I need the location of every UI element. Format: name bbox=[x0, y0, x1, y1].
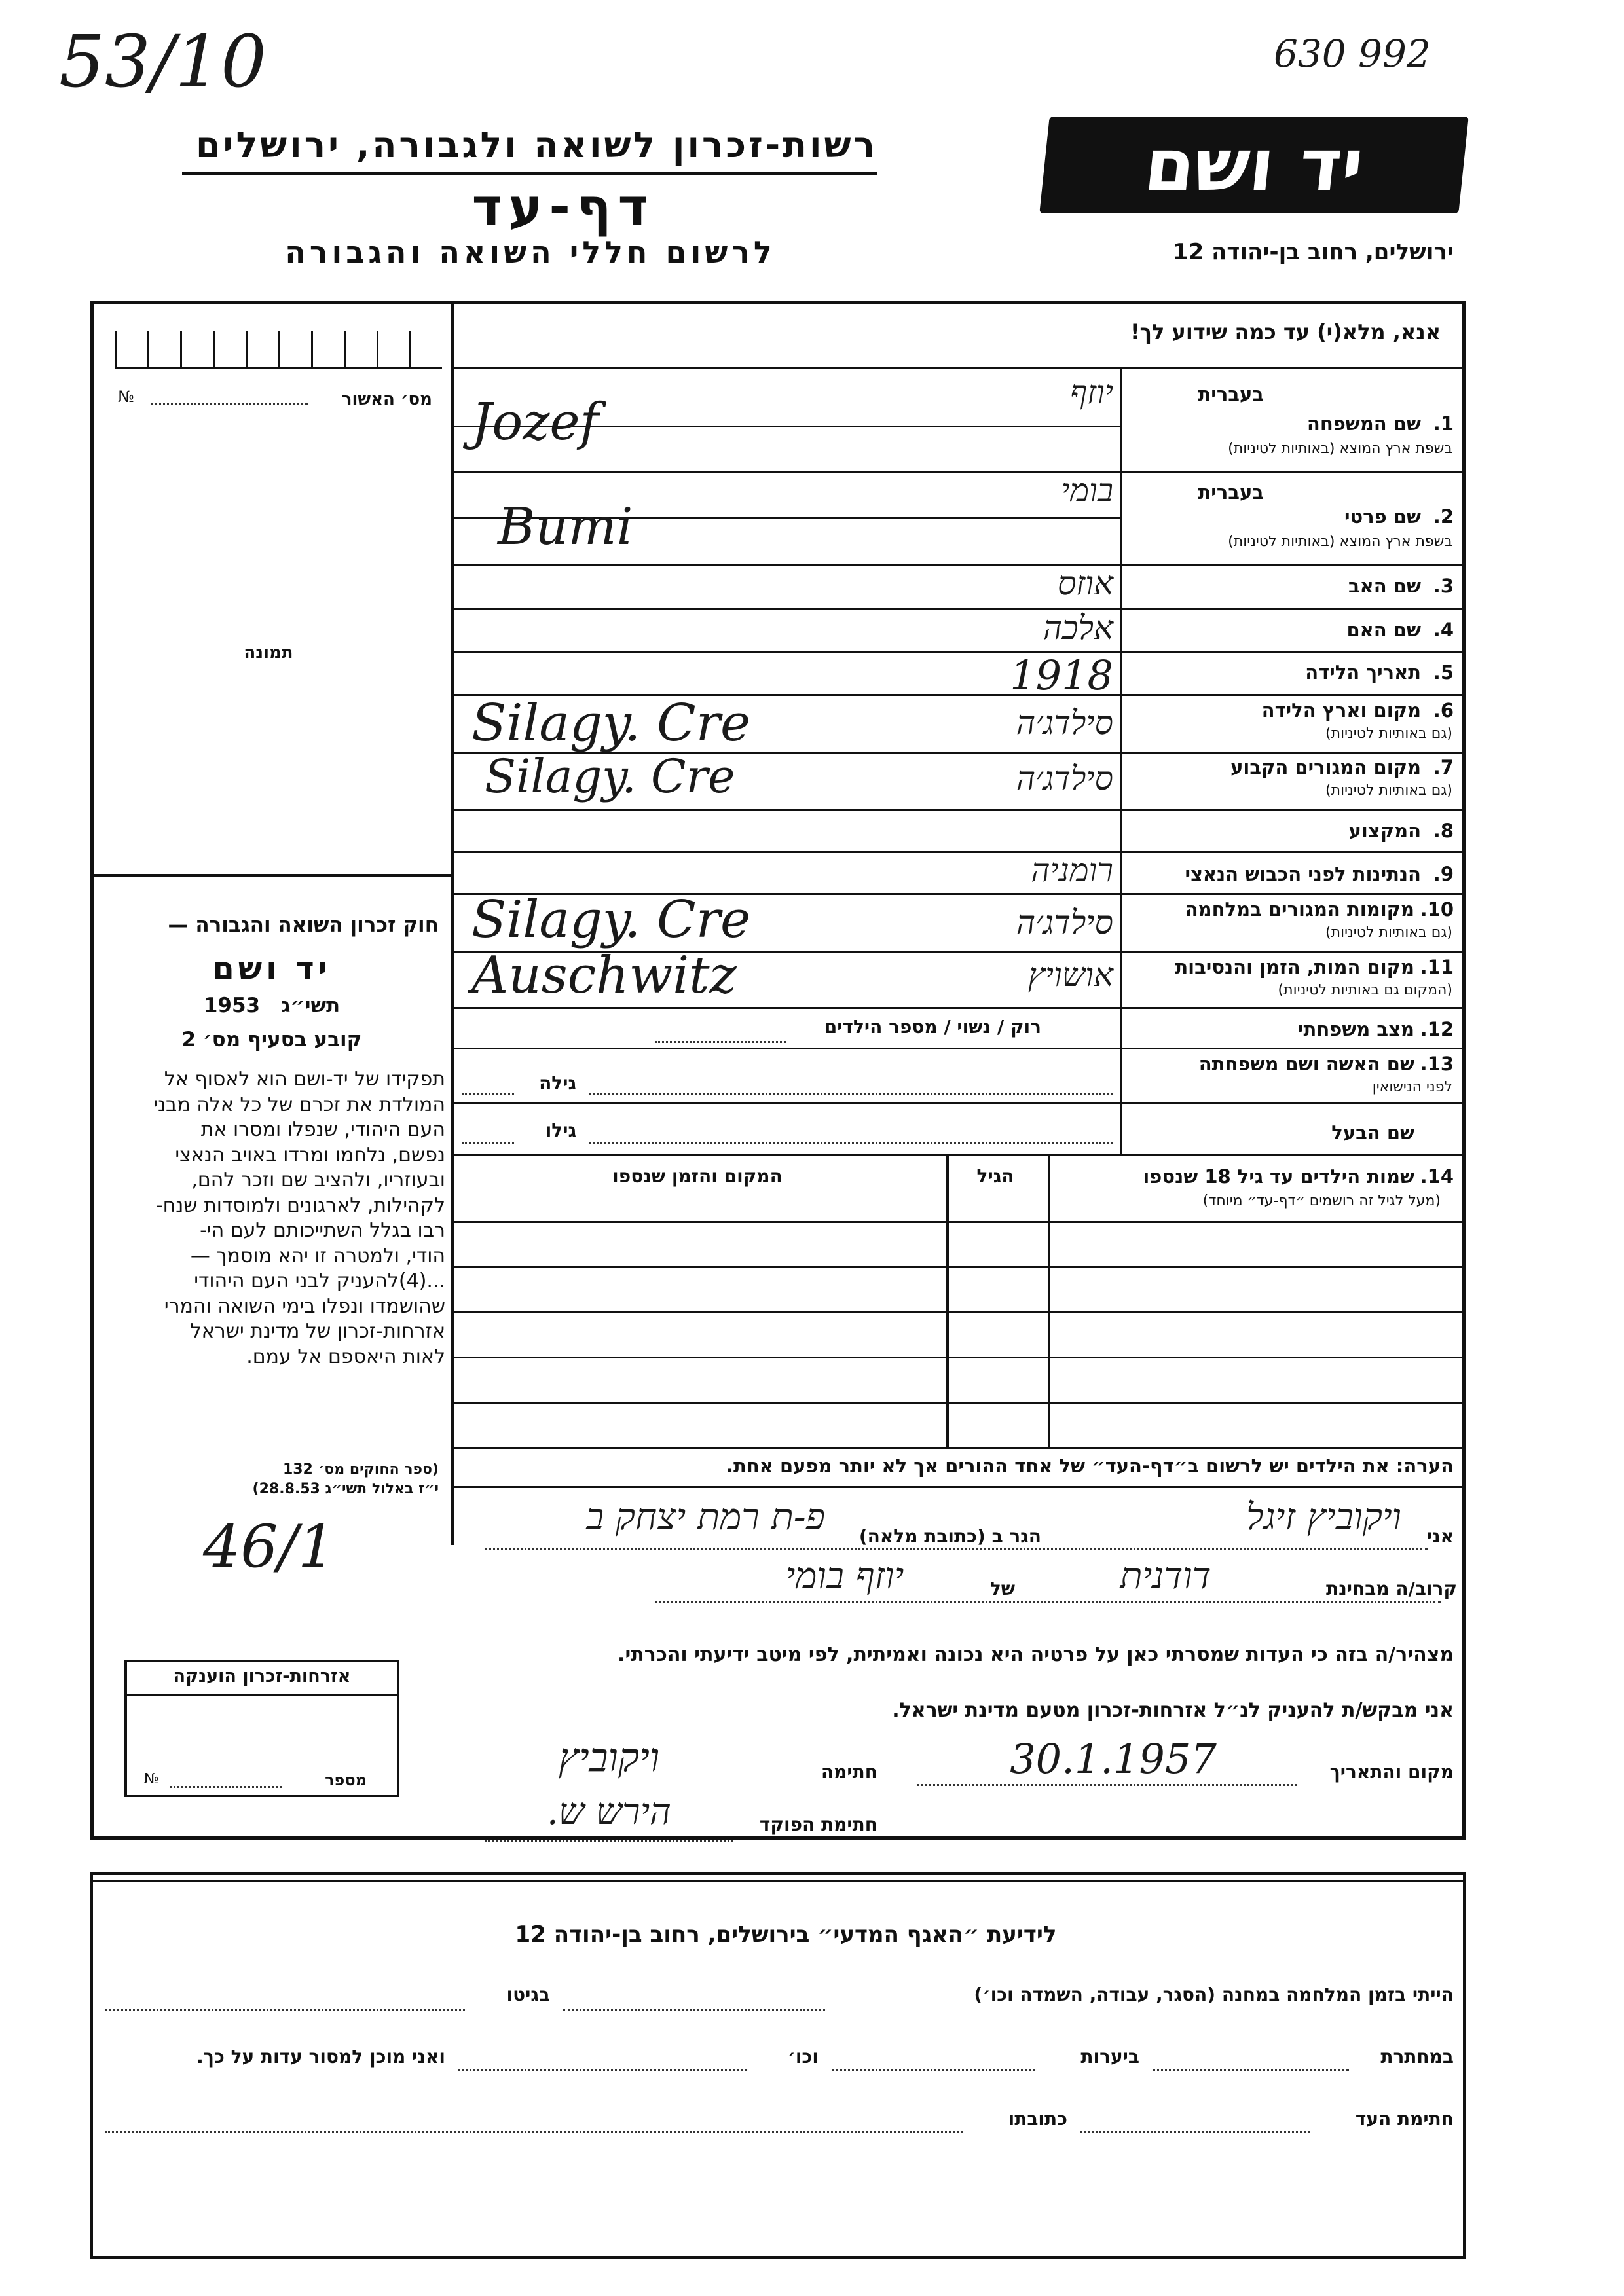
date-line bbox=[917, 1784, 1297, 1786]
approval-no-mark: № bbox=[118, 388, 134, 406]
law-line: ובעוזריו, ולהציב שם וזכר להם, bbox=[191, 1169, 445, 1192]
file-number-note: 53/10 bbox=[59, 20, 267, 103]
row-rule bbox=[454, 809, 1466, 811]
archive-number-note: 630 992 bbox=[1274, 31, 1431, 76]
declaration-ani: אני bbox=[1426, 1525, 1454, 1547]
field-9-number: 9. bbox=[1433, 863, 1454, 885]
field-12-value[interactable]: רוק / נשוי / מספר הילדים bbox=[824, 1016, 1041, 1038]
field-11-label: מקום המות, הזמן והנסיבות bbox=[1175, 956, 1414, 978]
law-line: נפשם, נלחמו ומרדו באויב הנאצי bbox=[175, 1143, 445, 1167]
label-column-divider bbox=[1120, 369, 1122, 1154]
field-6-latin-value[interactable]: Silagy. Cre bbox=[471, 694, 751, 753]
law-line: רבו בגלל השתייכותם לעם הי- bbox=[200, 1219, 445, 1242]
footer-title: לידיעת ״האגף המדעי״ בירושלים, רחוב בן-יהודה 12 bbox=[515, 1922, 1057, 1948]
field-2-note: בשפת ארץ המוצא (באותיות לטיניות) bbox=[1228, 534, 1452, 550]
officer-label: חתימת הפוקד bbox=[759, 1813, 877, 1835]
declaration-request: אני מבקש/ת להעניק לנ״ל אזרחות-זכרון מטעם מדינת ישראל. bbox=[892, 1699, 1454, 1722]
form-subtitle: לרשום חללי השואה והגבורה bbox=[285, 234, 776, 270]
citizenship-no-mark: № bbox=[144, 1771, 159, 1787]
header-address: ירושלים, רחוב בן-יהודה 12 bbox=[1172, 239, 1454, 265]
field-10-number: 10. bbox=[1420, 898, 1454, 920]
approval-number-label: מס׳ האשור bbox=[341, 390, 432, 409]
field-7-note: (גם באותיות לטיניות) bbox=[1325, 782, 1452, 799]
law-title: חוק זכרון השואה והגבורה — bbox=[168, 913, 439, 937]
officer-line bbox=[485, 1840, 733, 1842]
children-bottom-rule bbox=[454, 1447, 1466, 1449]
officer-signature[interactable]: הירש ש. bbox=[547, 1791, 671, 1833]
row-rule bbox=[454, 1007, 1466, 1009]
citizenship-box-title: אזרחות-זכרון הוענקה bbox=[173, 1666, 351, 1686]
field-1-number: 1. bbox=[1433, 412, 1454, 435]
law-line: המולדת את זכרם של כל אלה מבני bbox=[153, 1093, 445, 1116]
footer-ghetto-field[interactable] bbox=[105, 2009, 465, 2011]
field-13-number: 13. bbox=[1420, 1053, 1454, 1075]
photo-bottom-rule bbox=[90, 874, 452, 877]
resides-label: הגר ב (כתובת מלאה) bbox=[858, 1525, 1041, 1547]
declarant-name[interactable]: ויקוביץ זיגל bbox=[1246, 1496, 1401, 1539]
children-title: שמות הילדים עד גיל 18 שנספו bbox=[1143, 1165, 1414, 1188]
footer-line1-camp: הייתי בזמן המלחמה במחנה (הסגר, עבודה, השמדה וכו׳) bbox=[974, 1984, 1454, 2005]
field-6-label: מקום וארץ הלידה bbox=[1261, 699, 1421, 721]
field-8-label: המקצוע bbox=[1348, 820, 1421, 842]
field-13-label: שם האשה ושם משפחתה bbox=[1198, 1053, 1414, 1075]
approval-number-boxes bbox=[115, 331, 442, 369]
law-line: שהושמדו ונפלו בימי השואה והמרי bbox=[164, 1294, 445, 1318]
field-11-number: 11. bbox=[1420, 956, 1454, 978]
husband-name-field[interactable] bbox=[589, 1142, 1113, 1144]
law-reference-2: י״ז באלול תשי״ג 28.8.53) bbox=[252, 1481, 439, 1497]
field-10-note: (גם באותיות לטיניות) bbox=[1325, 924, 1452, 941]
field-7-latin-value[interactable]: Silagy. Cre bbox=[485, 750, 735, 803]
husband-label: שם הבעל bbox=[1331, 1121, 1414, 1144]
footer-witness-field[interactable] bbox=[1080, 2131, 1310, 2133]
field-11-note: (המקום גם באותיות לטיניות) bbox=[1278, 982, 1452, 998]
field-7-number: 7. bbox=[1433, 756, 1454, 778]
footer-witness-signature: חתימת העד bbox=[1355, 2108, 1454, 2130]
field-13-note: לפני הנישואין bbox=[1372, 1079, 1452, 1095]
remark-rule bbox=[454, 1486, 1466, 1488]
field-5-value[interactable]: 1918 bbox=[1010, 651, 1113, 699]
field-11-latin-value[interactable]: Auschwitz bbox=[471, 946, 737, 1005]
field-12-label: מצב משפחתי bbox=[1297, 1018, 1414, 1040]
field-1-label: שם המשפחה bbox=[1306, 412, 1421, 435]
field-1-hebrew-tag: בעברית bbox=[1198, 383, 1264, 405]
law-line: תפקידו של יד-ושם הוא לאסוף אל bbox=[164, 1068, 445, 1091]
signature-label: חתימה bbox=[821, 1761, 877, 1783]
relation-of-name[interactable]: יוזף בומי bbox=[785, 1555, 904, 1597]
children-number: 14. bbox=[1420, 1165, 1454, 1188]
instruction-text: אנא, מלא(י) עד כמה שידוע לך! bbox=[1130, 319, 1441, 344]
law-line: לאות היאספם אל עמם. bbox=[246, 1345, 445, 1368]
form-title: דף-עד bbox=[471, 178, 655, 237]
field-7-hebrew-value[interactable]: סילדג׳ה bbox=[1016, 759, 1113, 797]
children-note: (מעל לגיל זה רושמים ״דף-עד״ מיוחד) bbox=[1202, 1193, 1441, 1209]
field-2-hebrew-tag: בעברית bbox=[1198, 481, 1264, 503]
declarant-address-line bbox=[485, 1548, 1428, 1550]
law-year-heb: תשי״ג bbox=[281, 994, 341, 1017]
footer-camp-field[interactable] bbox=[563, 2009, 825, 2011]
field-2-label: שם פרטי bbox=[1344, 505, 1421, 528]
field-5-label: תאריך הלידה bbox=[1305, 661, 1421, 683]
field-3-number: 3. bbox=[1433, 575, 1454, 597]
field-2-number: 2. bbox=[1433, 505, 1454, 528]
law-line: לקהילות, לארגונים ולמוסדות שנח- bbox=[155, 1194, 445, 1217]
footer-witness-address: כתובתו bbox=[1008, 2108, 1067, 2130]
field-6-note: (גם באותיות לטיניות) bbox=[1325, 725, 1452, 742]
field-3-label: שם האב bbox=[1348, 575, 1421, 597]
field-11-hebrew-value[interactable]: אושויץ bbox=[1027, 956, 1113, 994]
field-6-hebrew-value[interactable]: סילדג׳ה bbox=[1016, 704, 1113, 742]
place-date-label: מקום והתאריך bbox=[1329, 1761, 1454, 1783]
declarant-address[interactable]: פ-ת רמת יצחק ב bbox=[586, 1496, 825, 1539]
row-rule bbox=[454, 1102, 1466, 1104]
footer-underground-field[interactable] bbox=[1153, 2069, 1349, 2071]
relation-value[interactable]: דודנית bbox=[1120, 1555, 1211, 1597]
children-table-body[interactable] bbox=[454, 1223, 1466, 1446]
field-10-hebrew-value[interactable]: סילדג׳ה bbox=[1016, 903, 1113, 941]
citizenship-box-rule bbox=[124, 1694, 399, 1696]
col-age-header: הגיל bbox=[976, 1165, 1014, 1187]
relation-line bbox=[655, 1601, 1441, 1603]
field-5-number: 5. bbox=[1433, 661, 1454, 683]
footer-underground: במחתרת bbox=[1380, 2046, 1454, 2068]
field-1-note: בשפת ארץ המוצא (באותיות לטיניות) bbox=[1228, 441, 1452, 457]
field-8-number: 8. bbox=[1433, 820, 1454, 842]
law-line: הודי, ולמטרה זו יהא מוסמך — bbox=[190, 1244, 445, 1267]
field-6-number: 6. bbox=[1433, 699, 1454, 721]
law-text bbox=[98, 1067, 445, 1370]
husband-age-field[interactable] bbox=[462, 1142, 514, 1144]
approval-number-field[interactable] bbox=[151, 403, 308, 405]
law-name: יד ושם bbox=[212, 951, 331, 987]
footer-forests: ביערות bbox=[1080, 2046, 1139, 2068]
field-4-number: 4. bbox=[1433, 619, 1454, 641]
declaration-statement: מצהיר/ה בזה כי העדות שמסרתי כאן על פרטיה היא נכונה ואמיתית, לפי מיטב ידיעתי והכרתי. bbox=[618, 1643, 1454, 1666]
field-2-latin-value[interactable]: Bumi bbox=[498, 498, 633, 556]
field-4-value[interactable]: אלכה bbox=[1043, 609, 1113, 647]
law-reference-1: (ספר החוקים מס׳ 132 bbox=[282, 1461, 439, 1478]
field-10-label: מקומות המגורים במלחמה bbox=[1185, 898, 1414, 920]
declarant-signature[interactable]: ויקוביץ bbox=[558, 1735, 660, 1781]
field-4-label: שם האם bbox=[1346, 619, 1421, 641]
field-9-value[interactable]: רומניה bbox=[1031, 851, 1113, 889]
authority-underline bbox=[182, 172, 877, 175]
children-count-field[interactable] bbox=[655, 1041, 786, 1043]
field-2-hebrew-value[interactable]: בומי bbox=[1061, 471, 1113, 509]
field-12-number: 12. bbox=[1420, 1018, 1454, 1040]
law-year bbox=[105, 994, 439, 1017]
instruction-rule bbox=[454, 367, 1466, 369]
margin-note: 46/1 bbox=[203, 1512, 336, 1581]
declaration-date[interactable]: 30.1.1957 bbox=[1010, 1735, 1217, 1783]
authority-line: רשות-זכרון לשואה ולגבורה, ירושלים bbox=[195, 124, 877, 166]
footer-double-rule bbox=[93, 1880, 1463, 1882]
wife-age-label: גילה bbox=[539, 1072, 576, 1094]
footer-etc-field[interactable] bbox=[458, 2069, 747, 2071]
law-line: העם היהודי, שנפלו ומסרו את bbox=[200, 1118, 445, 1141]
footer-testimony: ואני מוכן למסור עדות על כך. bbox=[196, 2046, 445, 2068]
field-9-label: הנתינות לפני הכבוש הנאצי bbox=[1185, 863, 1421, 885]
col-place-header: המקום והזמן שנספו bbox=[612, 1165, 783, 1187]
field-7-label: מקום המגורים הקבוע bbox=[1230, 756, 1421, 778]
footer-line1-ghetto: בגיטו bbox=[506, 1984, 550, 2005]
section-rule bbox=[454, 1154, 1466, 1156]
row-rule bbox=[454, 1048, 1466, 1049]
field-1-latin-value[interactable]: Jozef bbox=[471, 393, 599, 452]
yad-vashem-logo: יד ושם bbox=[1039, 117, 1469, 213]
law-clause: קובע בסעיף מס׳ 2 bbox=[181, 1028, 362, 1051]
husband-age-label: גילו bbox=[545, 1120, 576, 1141]
relation-shel: של bbox=[989, 1578, 1015, 1599]
law-year-greg: 1953 bbox=[203, 994, 261, 1017]
law-line: ...(4)להעניק לבני העם היהודי bbox=[194, 1269, 445, 1292]
relation-label: קרוב/ה מבחינת bbox=[1325, 1578, 1457, 1599]
footer-address-field[interactable] bbox=[105, 2131, 963, 2133]
footer-forests-field[interactable] bbox=[832, 2069, 1035, 2071]
field-10-latin-value[interactable]: Silagy. Cre bbox=[471, 890, 751, 949]
citizenship-number-label: מספר bbox=[325, 1771, 367, 1789]
footer-etc: וכו׳ bbox=[787, 2046, 819, 2068]
law-line: אזרחות-זכרון של מדינת ישראל bbox=[190, 1320, 445, 1343]
wife-name-field[interactable] bbox=[589, 1093, 1113, 1095]
field-1-hebrew-value[interactable]: יוזף bbox=[1070, 373, 1113, 411]
citizenship-number-field[interactable] bbox=[170, 1786, 282, 1788]
field-3-value[interactable]: אוזס bbox=[1057, 564, 1113, 602]
photo-placeholder[interactable]: תמונה bbox=[244, 643, 293, 663]
remark-text: הערה: את הילדים יש לרשום ב״דף-העד״ של אחד ההורים אך לא יותר מפעם אחת. bbox=[726, 1455, 1454, 1477]
wife-age-field[interactable] bbox=[462, 1093, 514, 1095]
